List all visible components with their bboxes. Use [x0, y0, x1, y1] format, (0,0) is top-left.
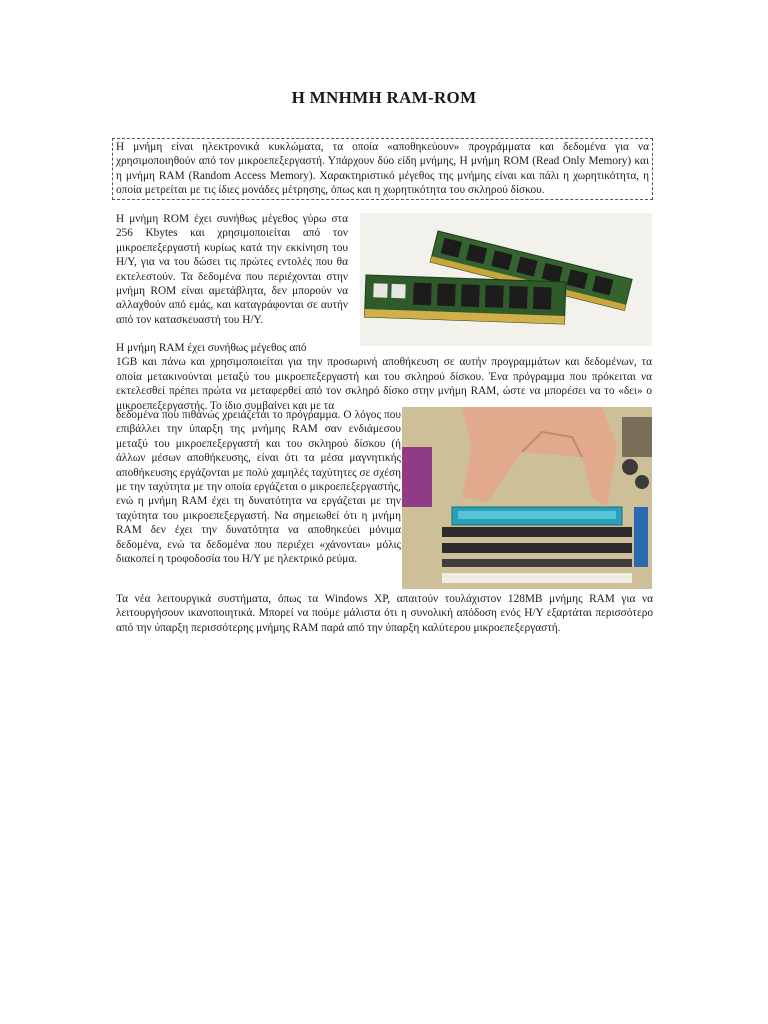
reason-paragraph: δεδομένα που πιθανώς χρειάζεται το πρόγραμμα. Ο λόγος που επιβάλλει την ύπαρξη της μνήμης RAM σαν ενδιάμεσου μεταξύ του μικροεπεξεργαστή και του σκληρού δίσκου (ή άλλων μέσων αποθήκευσης, είναι ότι τα μέσα μαγνητικής αποθήκευσης εργάζονται με πολύ χαμηλές ταχύτητες σε σχέση με την ταχύτητα με την οποία εργάζεται ο μικροεπεξεργαστής, ενώ η μνήμη RAM έχει τη δυνατότητα να εργάζεται με την ταχύτητα του μικροεπεξεργαστή. Να σημειωθεί ότι η μνήμη RAM δεν έχει την δυνατότητα να αποθηκεύει μόνιμα δεδομένα, ενώ τα δεδομένα που περιέχει «χάνονται» μόλις διακοπεί η τροφοδοσία του Η/Υ με ηλεκτρικό ρεύμα.	[116, 409, 401, 566]
intro-box: Η μνήμη είναι ηλεκτρονικά κυκλώματα, τα οποία «αποθηκεύουν» προγράμματα και δεδομένα για να χρησιμοποιηθούν από τον μικροεπεξεργαστή. Υπάρχουν δύο είδη μνήμης, Η μνήμη ROM (Read Only Memory) και η μνήμη RAM (Random Access Memory). Χαρακτηριστικό μέγεθος της μνήμης είναι και πάλι η χωρητικότητα, η οποία μετρείται με τις ίδιες μονάδες μέτρησης, όπως και η χωρητικότητα του σκληρού δίσκου.	[112, 138, 653, 200]
ram-paragraph	[116, 341, 652, 413]
page-title: Η ΜΝΗΜΗ RAM-ROM	[291, 88, 477, 107]
ram-modules-photo	[360, 213, 652, 346]
ram-body: 1GB και πάνω και χρησιμοποιείται για την προσωρινή αποθήκευση σε αυτήν προγραμμάτων και δεδομένων, τα οποία μετακινούνται μεταξύ του μικροεπεξεργαστή και του σκληρού δίσκου. Ένα πρόγραμμα που πρόκειται να εκτελεσθεί πρέπει πρώτα να μεταφερθεί από τον σκληρό δίσκο στην μνήμη RAM, ώστε να μπορέσει να το «δει» ο μικροεπεξεργαστής. Το ίδιο συμβαίνει και με τα	[116, 356, 652, 412]
ram-module-front	[365, 275, 566, 324]
motherboard-photo	[402, 407, 652, 589]
closing-paragraph: Τα νέα λειτουργικά συστήματα, όπως τα Windows XP, απαιτούν τουλάχιστον 128MB μνήμης RAM για να λειτουργήσουν ικανοποιητικά. Μπορεί να πούμε μάλιστα ότι η συνολική απόδοση ενός Η/Υ εξαρτάται περισσότερο από την ύπαρξη περισσότερης μνήμης RAM παρά από την ύπαρξη καλύτερου μικροεπεξεργαστή.	[116, 593, 653, 634]
ram-lead: Η μνήμη RAM έχει συνήθως μέγεθος από	[116, 342, 307, 354]
rom-paragraph: Η μνήμη ROM έχει συνήθως μέγεθος γύρω στα 256 Kbytes και χρησιμοποιείται από τον μικροεπεξεργαστή κυρίως κατά την εκκίνηση του Η/Υ, για να του δώσει τις πρώτες εντολές που θα εκτελεστούν. Τα δεδομένα που περιέχονται στην μνήμη ROM είναι αμετάβλητα, δεν μπορούν να αλλαχθούν από εμάς, και καταγράφονται σε αυτήν από τον κατασκευαστή του Η/Υ.	[116, 213, 348, 326]
